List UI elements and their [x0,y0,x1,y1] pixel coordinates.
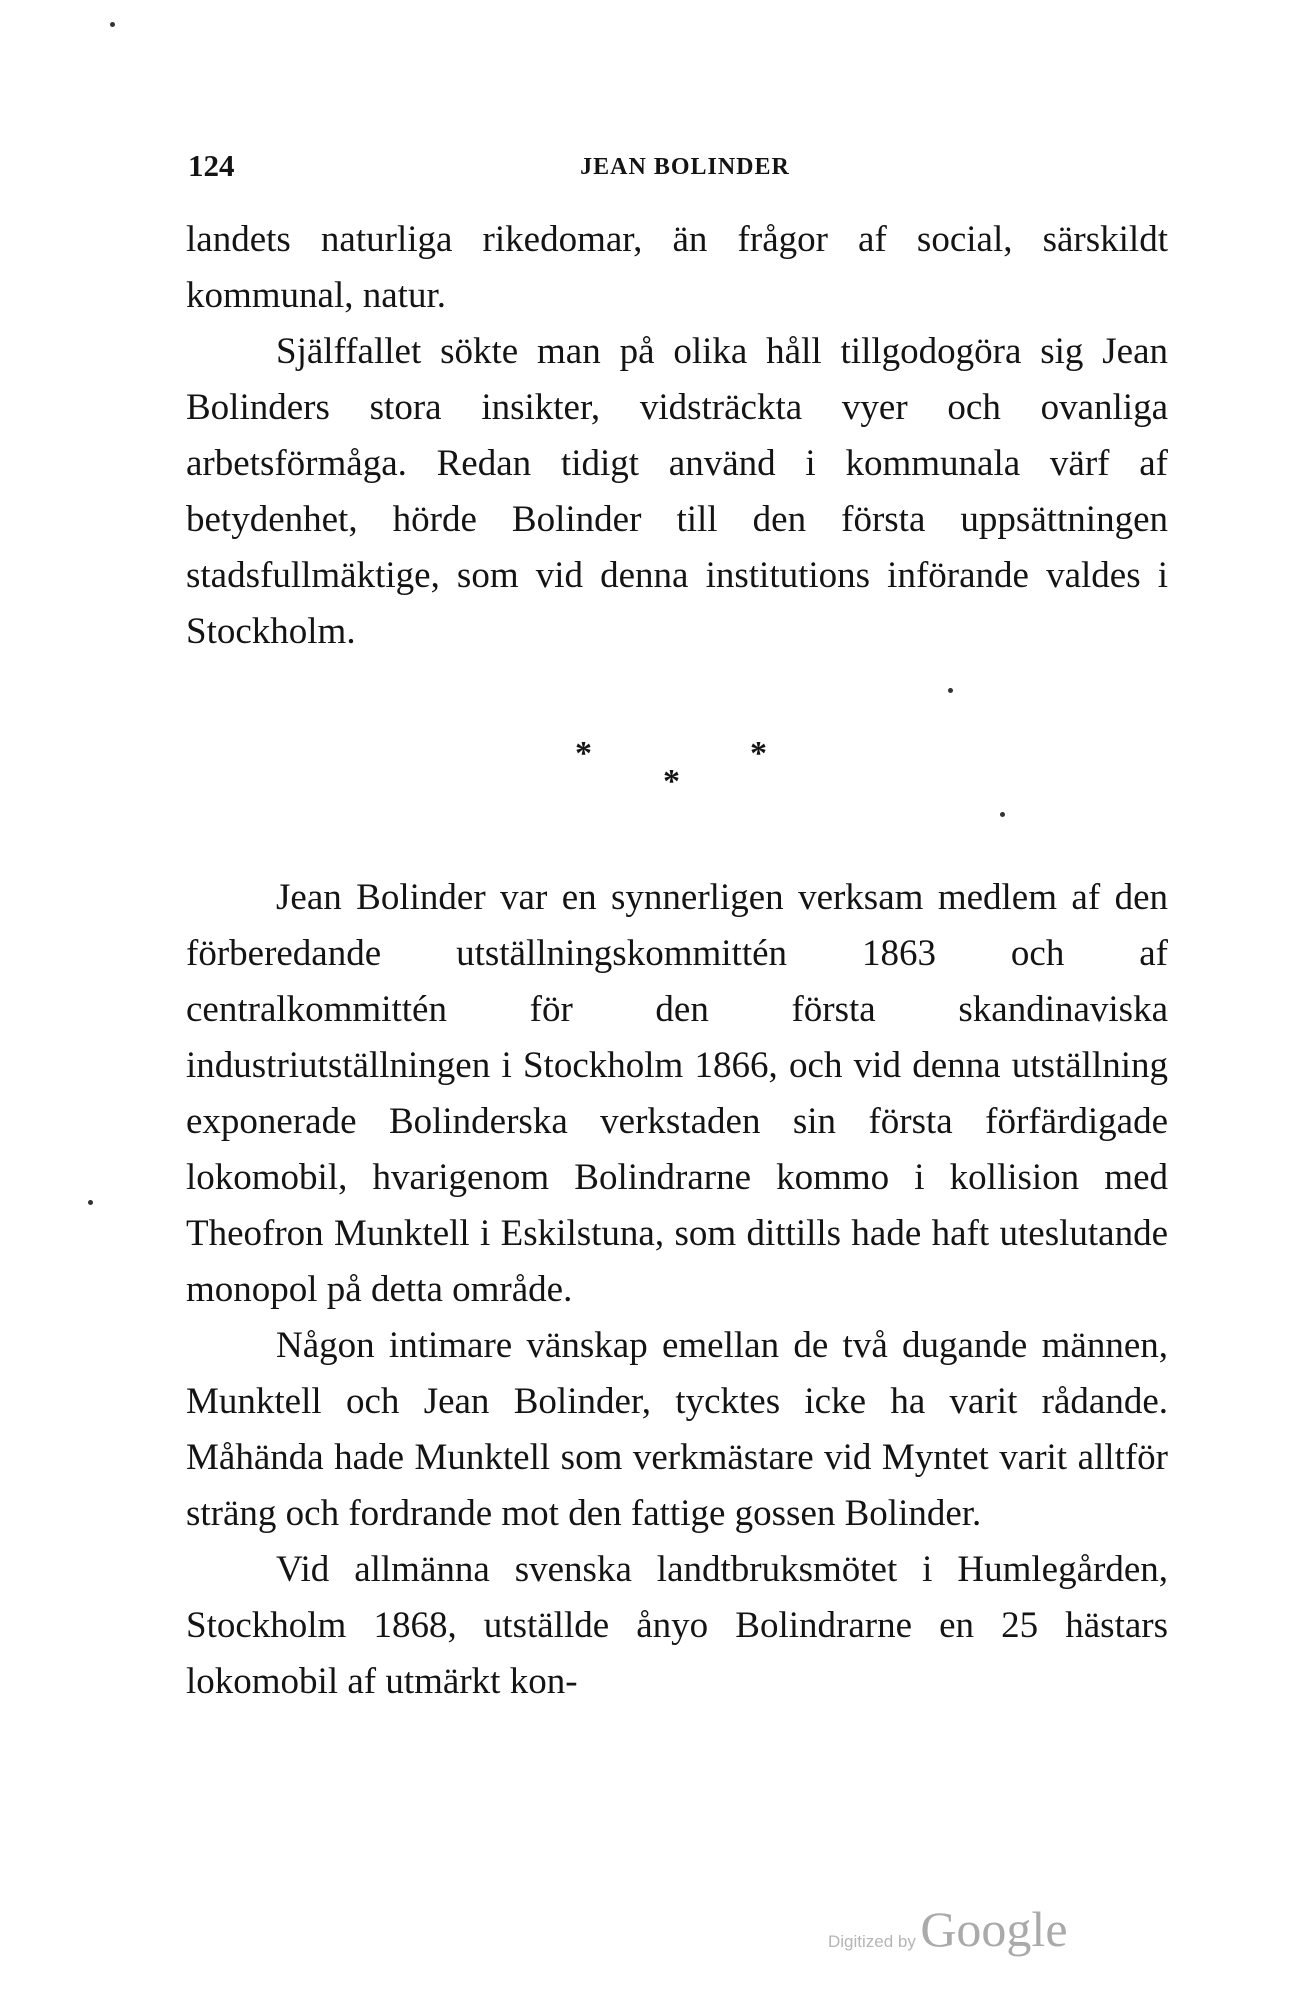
section-break-asterism [560,735,790,805]
paragraph: Själffallet sökte man på olika håll tillgodogöra sig Jean Bolinders stora insikter, vidsträckta vyer och ovanliga arbetsförmåga. Redan tidigt använd i kommunala värf af betydenhet, hörde Bolinder till den första uppsättningen stadsfullmäktige, som vid denna institutions införande valdes i Stockholm. [186,331,1168,652]
paragraph: Vid allmänna svenska landtbruksmötet i Humlegården, Stockholm 1868, utställde ånyo Bolindrarne en 25 hästars lokomobil af utmärkt kon- [186,1549,1168,1702]
text-block-bottom [186,870,1168,1710]
paragraph: Jean Bolinder var en synnerligen verksam medlem af den förberedande utställningskommittén 1863 och af centralkommittén för den första skandinaviska industriutställningen i Stockholm 1866, och vid denna utställning exponerade Bolinderska verkstaden sin första förfärdigade lokomobil, hvarigenom Bolindrarne kommo i kollision med Theofron Munktell i Eskilstuna, som dittills hade haft uteslutande monopol på detta område. [186,877,1168,1310]
print-speck [110,22,115,27]
google-logo-text: Google [920,1901,1068,1957]
page-number: 124 [188,148,235,183]
print-speck [88,1200,93,1205]
watermark-prefix: Digitized by [828,1932,916,1951]
print-speck [1000,812,1005,817]
paragraph-continuation: landets naturliga rikedomar, än frågor af social, särskildt kommunal, natur. [186,219,1168,316]
asterisk: * [575,735,592,772]
asterisk: * [663,763,680,800]
text-block-top [186,212,1168,660]
paragraph: Någon intimare vänskap emellan de två dugande männen, Munktell och Jean Bolinder, tycktes icke ha varit rådande. Måhända hade Munktell som verkmästare vid Myntet varit alltför sträng och fordrande mot den fattige gossen Bolinder. [186,1325,1168,1534]
digitized-watermark [828,1900,1068,1960]
page-header [188,148,1182,188]
asterisk: * [750,735,767,772]
print-speck [948,688,953,693]
running-head: JEAN BOLINDER [580,154,790,180]
